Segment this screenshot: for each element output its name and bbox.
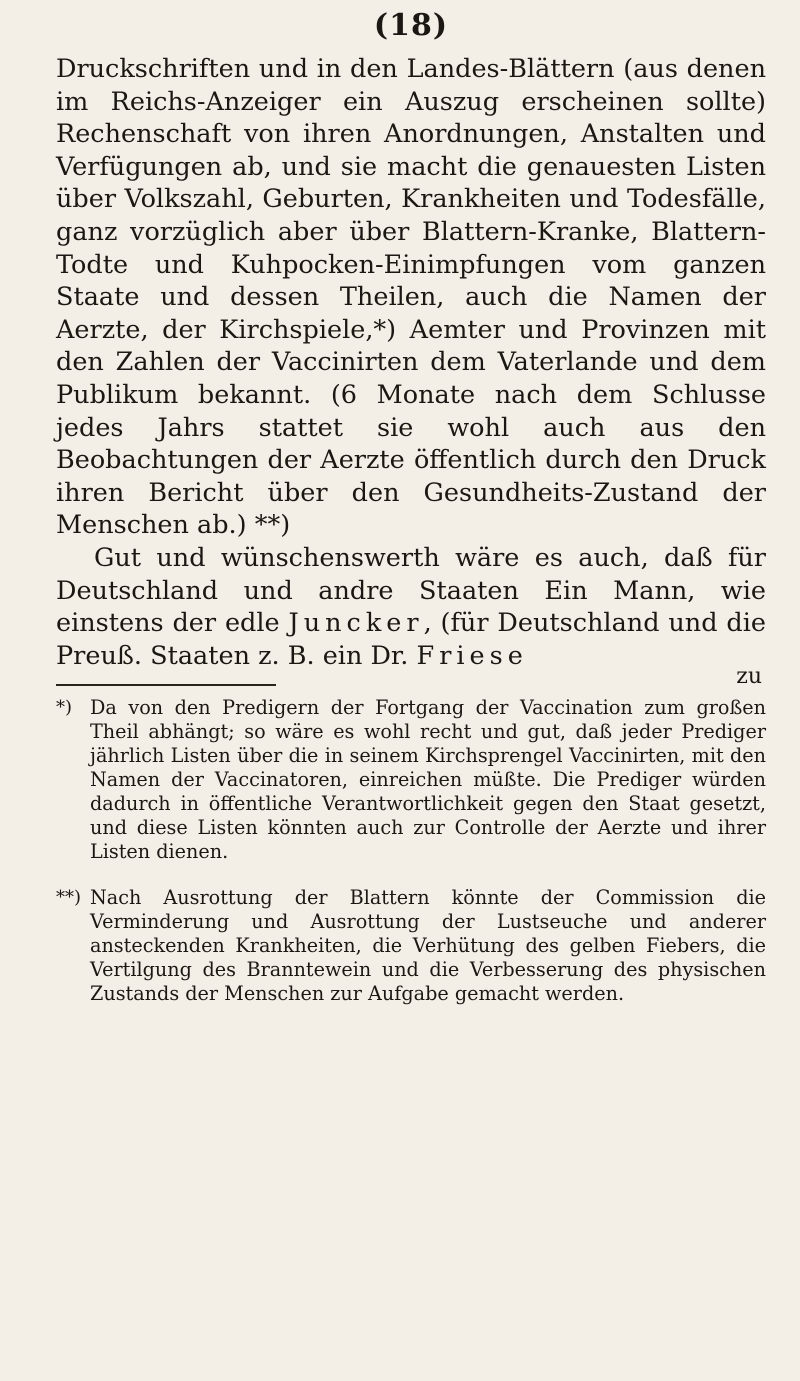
footnotes: [56, 696, 766, 1006]
footnote: [56, 696, 766, 864]
footnote-text: Nach Ausrottung der Blattern könnte der Commission die Verminderung und Ausrottung der Lustseuche und anderer ansteckenden Krankheiten, die Verhütung des gelben Fiebers, die Vertilgung des Branntewein und die Verbesserung des physischen Zustands der Menschen zur Aufgabe gemacht werden.: [90, 886, 766, 1006]
person-name-juncker: Juncker: [288, 608, 424, 639]
paragraph-2-start: Gut und wünschenswerth wäre es auch, daß für Deutschland und andre Staaten Ein Mann, wie einstens der edle: [56, 542, 766, 639]
paragraph-1: Druckschriften und in den Landes-Blättern (aus denen im Reichs-Anzeiger ein Auszug erscheinen sollte) Rechenschaft von ihren Anordnungen, Anstalten und Verfügungen ab, und sie macht die genauesten Listen über Volkszahl, Geburten, Krankheiten und Todesfälle, ganz vorzüglich aber über Blattern-Kranke, Blattern-Todte und Kuhpocken-Einimpfungen vom ganzen Staate und dessen Theilen, auch die Namen der Aerzte, der Kirchspiele,*) Aemter und Provinzen mit den Zahlen der Vaccinirten dem Vaterlande und dem Publikum bekannt. (6 Monate nach dem Schlusse jedes Jahrs stattet sie wohl auch aus den Beobachtungen der Aerzte öffentlich durch den Druck ihren Bericht über den Gesundheits-Zustand der Menschen ab.) **): [56, 54, 766, 541]
footnote-text: Da von den Predigern der Fortgang der Vaccination zum großen Theil abhängt; so wäre es wohl recht und gut, daß jeder Prediger jährlich Listen über die in seinem Kirchsprengel Vaccinirten, mit den Namen der Vaccinatoren, einreichen müßte. Die Prediger würden dadurch in öffentliche Verantwortlichkeit gegen den Staat gesetzt, und diese Listen könnten auch zur Controlle der Aerzte und ihrer Listen dienen.: [90, 696, 766, 864]
main-text: [56, 53, 766, 672]
paragraph-2-mid: , (für Deutschland und die Preuß. Staaten z. B. ein Dr.: [56, 608, 766, 671]
footnote-divider: [56, 684, 276, 686]
footnote: [56, 886, 766, 1006]
footnote-marker: **): [56, 887, 82, 909]
catchword: zu: [736, 664, 762, 690]
footnote-marker: *): [56, 697, 73, 719]
person-name-friese: Friese: [416, 640, 528, 671]
page-number: (18): [373, 8, 449, 43]
paragraph-2: [56, 542, 766, 672]
